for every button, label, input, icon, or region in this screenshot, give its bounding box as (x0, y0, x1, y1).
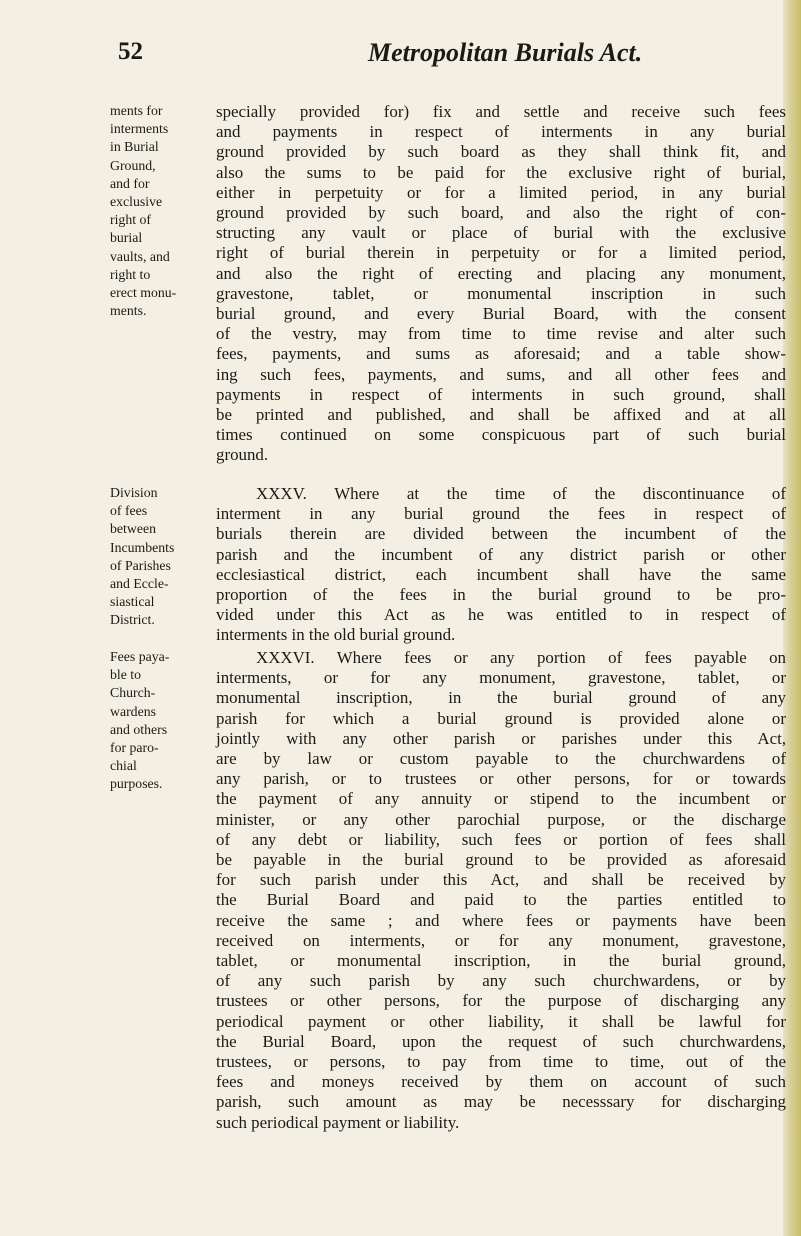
margin-note-line: of fees (110, 503, 148, 519)
text-line: fees and moneys received by them on account of such (216, 1072, 786, 1092)
margin-note-line: wardens (110, 703, 156, 719)
text-line: burial ground, and every Burial Board, with the consent (216, 304, 786, 324)
text-line: any parish, or to trustees or other persons, for or towards (216, 769, 786, 789)
margin-note-line: and Eccle- (110, 576, 169, 592)
text-line: proportion of the fees in the burial ground to be pro- (216, 585, 786, 605)
margin-note-line: purposes. (110, 776, 163, 792)
text-line: the Burial Board and paid to the parties entitled to (216, 890, 786, 910)
margin-note-line: between (110, 521, 156, 537)
text-line: ing such fees, payments, and sums, and all other fees and (216, 364, 786, 384)
margin-note-line: erect monu- (110, 285, 177, 301)
paragraph (216, 102, 786, 466)
margin-note-line: Fees paya- (110, 649, 170, 664)
margin-note-line: ble to (110, 667, 142, 683)
text-line: and also the right of erecting and placing any monument, (216, 263, 786, 283)
margin-note-line: ments. (110, 303, 147, 319)
margin-note-line: siastical (110, 594, 155, 610)
text-line: vided under this Act as he was entitled to in respect of (216, 605, 786, 625)
margin-note (110, 648, 205, 794)
text-line: gravestone, tablet, or monumental inscription in such (216, 283, 786, 303)
margin-note (110, 484, 205, 630)
text-line: ground provided by such board, and also the right of con- (216, 203, 786, 223)
margin-note-line: Ground, (110, 157, 156, 173)
margin-note-line: in Burial (110, 139, 159, 155)
margin-note-line: vaults, and (110, 248, 170, 264)
text-line: interments, or for any monument, gravestone, tablet, or (216, 668, 786, 688)
text-line: ground. (216, 445, 269, 465)
text-line: right of burial therein in perpetuity or for a limited period, (216, 243, 786, 263)
margin-note-line: Church- (110, 685, 156, 701)
text-line: jointly with any other parish or parishes under this Act, (216, 728, 786, 748)
paragraph (216, 484, 786, 646)
text-line: the Burial Board, upon the request of such churchwardens, (216, 1031, 786, 1051)
text-line: such periodical payment or liability. (216, 1112, 460, 1132)
text-line: structing any vault or place of burial with the exclusive (216, 223, 786, 243)
margin-note-line: Division (110, 485, 158, 500)
text-line: XXXV. Where at the time of the discontinuance of (256, 484, 786, 503)
page-number: 52 (118, 38, 143, 65)
text-line: either in perpetuity or for a limited period, in any burial (216, 182, 786, 202)
text-line: for such parish under this Act, and shall be received by (216, 870, 786, 890)
text-line: times continued on some conspicuous part of such burial (216, 425, 786, 445)
running-title: Metropolitan Burials Act. (368, 38, 643, 67)
margin-note (110, 102, 205, 320)
text-line: periodical payment or other liability, it shall be lawful for (216, 1011, 786, 1031)
margin-note-line: Incumbents (110, 539, 175, 555)
margin-note-line: and others (110, 721, 168, 737)
margin-note-line: burial (110, 230, 143, 246)
margin-note-line: and for (110, 175, 150, 191)
text-line: receive the same ; and where fees or payments have been (216, 910, 786, 930)
text-line: ecclesiastical district, each incumbent shall have the same (216, 564, 786, 584)
margin-note-line: District. (110, 612, 155, 628)
text-line: the payment of any annuity or stipend to the incumbent or (216, 789, 786, 809)
text-line: of the vestry, may from time to time revise and alter such (216, 324, 786, 344)
text-line: burials therein are divided between the incumbent of the (216, 524, 786, 544)
text-line: trustees or other persons, for the purpose of discharging any (216, 991, 786, 1011)
margin-note-line: right to (110, 266, 151, 282)
text-line: payments in respect of interments in such ground, shall (216, 384, 786, 404)
paragraph (216, 648, 786, 1133)
text-line: parish and the incumbent of any district parish or other (216, 544, 786, 564)
text-line: trustees, or persons, to pay from time to time, out of the (216, 1052, 786, 1072)
margin-note-line: chial (110, 758, 137, 774)
margin-note-line: ments for (110, 103, 163, 118)
margin-note-line: right of (110, 212, 151, 228)
text-line: parish for which a burial ground is provided alone or (216, 708, 786, 728)
text-line: monumental inscription, in the burial ground of any (216, 688, 786, 708)
margin-note-line: of Parishes (110, 557, 171, 573)
text-line: ground provided by such board as they shall think fit, and (216, 142, 786, 162)
text-line: be printed and published, and shall be affixed and at all (216, 405, 786, 425)
text-line: and payments in respect of interments in any burial (216, 122, 786, 142)
text-line: of any debt or liability, such fees or portion of fees shall (216, 829, 786, 849)
page-header (118, 38, 778, 78)
text-line: also the sums to be paid for the exclusive right of burial, (216, 162, 786, 182)
text-line: specially provided for) fix and settle and receive such fees (216, 102, 786, 121)
margin-note-line: exclusive (110, 194, 163, 210)
text-line: fees, payments, and sums as aforesaid; and a table show- (216, 344, 786, 364)
text-line: be payable in the burial ground to be provided as aforesaid (216, 850, 786, 870)
text-line: parish, such amount as may be necesssary for discharging (216, 1092, 786, 1112)
margin-note-line: interments (110, 121, 169, 137)
text-line: are by law or custom payable to the churchwardens of (216, 749, 786, 769)
margin-note-line: for paro- (110, 740, 159, 756)
text-line: received on interments, or for any monument, gravestone, (216, 930, 786, 950)
text-line: XXXVI. Where fees or any portion of fees payable on (256, 648, 786, 667)
text-line: minister, or any other parochial purpose, or the discharge (216, 809, 786, 829)
text-line: tablet, or monumental inscription, in the burial ground, (216, 951, 786, 971)
text-line: interments in the old burial ground. (216, 625, 456, 645)
text-line: interment in any burial ground the fees in respect of (216, 504, 786, 524)
text-line: of any such parish by any such churchwardens, or by (216, 971, 786, 991)
